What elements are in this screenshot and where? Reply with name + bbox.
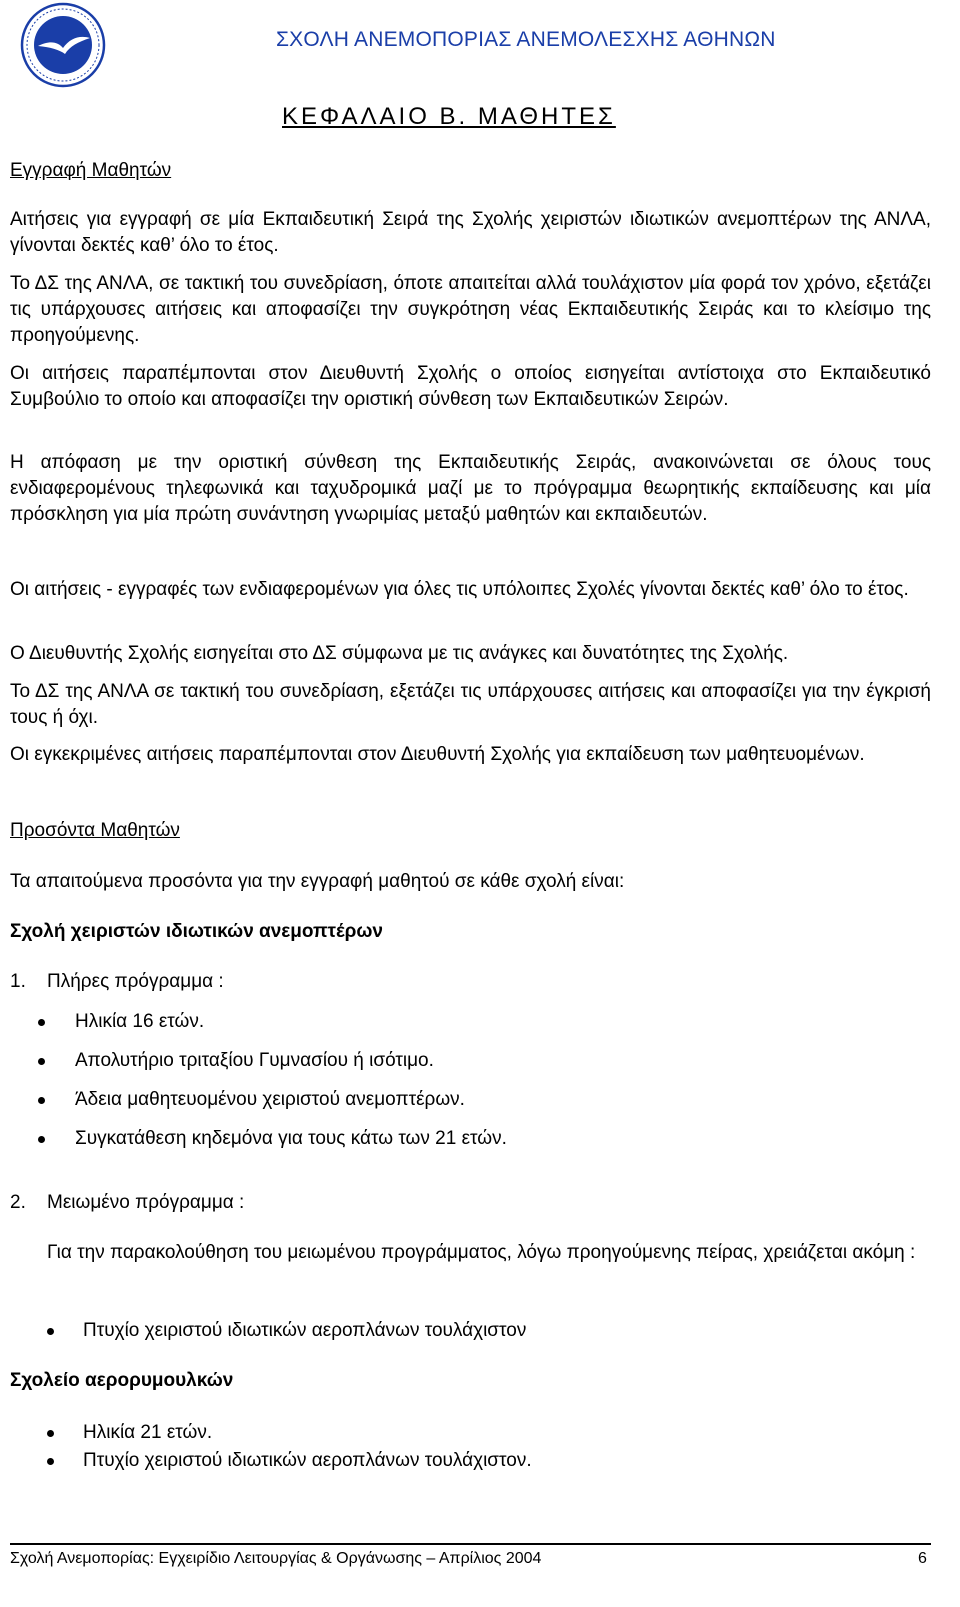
- bullet-icon: [38, 1058, 45, 1065]
- bullet-icon: [47, 1458, 54, 1465]
- list-item: Απολυτήριο τριταξίου Γυμνασίου ή ισότιμο.: [75, 1050, 434, 1071]
- bullet-icon: [47, 1328, 54, 1335]
- school-logo: [20, 2, 106, 88]
- bullet-icon: [38, 1097, 45, 1104]
- paragraph: Οι εγκεκριμένες αιτήσεις παραπέμπονται στον Διευθυντή Σχολής για εκπαίδευση των μαθητευομένων.: [10, 744, 865, 765]
- list-item: Πτυχίο χειριστού ιδιωτικών αεροπλάνων τουλάχιστον: [83, 1320, 527, 1341]
- list-item: Ηλικία 16 ετών.: [75, 1011, 205, 1032]
- reduced-program-text: Για την παρακολούθηση του μειωμένου προγράμματος, λόγω προηγούμενης πείρας, χρειάζεται ακόμη :: [47, 1242, 916, 1263]
- paragraph: Το ΔΣ της ΑΝΛΑ, σε τακτική του συνεδρίαση, όποτε απαιτείται αλλά τουλάχιστον μία φορά τον χρόνο, εξετάζει τις υπάρχουσες αιτήσεις και αποφασίζει την συγκρότηση νέας Εκπαιδευτικής Σειράς και το κλείσιμο της προηγούμενης.: [10, 273, 931, 346]
- paragraph: Αιτήσεις για εγγραφή σε μία Εκπαιδευτική Σειρά της Σχολής χειριστών ιδιωτικών ανεμοπτέρων της ΑΝΛΑ, γίνονται δεκτές καθ’ όλο το έτος.: [10, 209, 931, 256]
- chapter-title: ΚΕΦΑΛΑΙΟ Β. ΜΑΘΗΤΕΣ: [282, 103, 616, 130]
- subheading-tow-school: Σχολείο αερορυμουλκών: [10, 1370, 234, 1391]
- bullet-icon: [38, 1136, 45, 1143]
- bullet-icon: [38, 1019, 45, 1026]
- list-item: Άδεια μαθητευομένου χειριστού ανεμοπτέρων.: [75, 1089, 465, 1110]
- paragraph: Η απόφαση με την οριστική σύνθεση της Εκπαιδευτικής Σειράς, ανακοινώνεται σε όλους τους ενδιαφερομένους τηλεφωνικά και ταχυδρομικά μαζί με το πρόγραμμα θεωρητικής εκπαίδευσης και μία πρόσκληση για μία πρώτη συνάντηση γνωριμίας μεταξύ μαθητών και εκπαιδευτών.: [10, 452, 931, 525]
- paragraph: Οι αιτήσεις - εγγραφές των ενδιαφερομένων για όλες τις υπόλοιπες Σχολές γίνονται δεκτές καθ’ όλο το έτος.: [10, 579, 909, 600]
- school-name-header: ΣΧΟΛΗ ΑΝΕΜΟΠΟΡΙΑΣ ΑΝΕΜΟΛΕΣΧΗΣ ΑΘΗΝΩΝ: [276, 28, 776, 51]
- section-heading-enrollment: Εγγραφή Μαθητών: [10, 160, 172, 181]
- section-heading-qualifications: Προσόντα Μαθητών: [10, 820, 180, 841]
- bullet-icon: [47, 1430, 54, 1437]
- full-program-label: Πλήρες πρόγραμμα :: [47, 971, 224, 992]
- footer-rule: [10, 1543, 931, 1545]
- subheading-glider-school: Σχολή χειριστών ιδιωτικών ανεμοπτέρων: [10, 921, 383, 942]
- list-item: Συγκατάθεση κηδεμόνα για τους κάτω των 21 ετών.: [75, 1128, 507, 1149]
- reduced-program-label: Μειωμένο πρόγραμμα :: [47, 1192, 245, 1213]
- list-item: Ηλικία 21 ετών.: [83, 1422, 213, 1443]
- paragraph-intro: Τα απαιτούμενα προσόντα για την εγγραφή μαθητού σε κάθε σχολή είναι:: [10, 871, 625, 892]
- list-number: 1.: [10, 971, 26, 992]
- paragraph: Το ΔΣ της ΑΝΛΑ σε τακτική του συνεδρίαση, εξετάζει τις υπάρχουσες αιτήσεις και αποφασίζει για την έγκρισή τους ή όχι.: [10, 681, 931, 728]
- list-item: Πτυχίο χειριστού ιδιωτικών αεροπλάνων τουλάχιστον.: [83, 1450, 532, 1471]
- page-number: 6: [918, 1550, 927, 1567]
- list-number: 2.: [10, 1192, 26, 1213]
- footer-text: Σχολή Ανεμοπορίας: Εγχειρίδιο Λειτουργίας & Οργάνωσης – Απρίλιος 2004: [10, 1550, 542, 1567]
- paragraph: Οι αιτήσεις παραπέμπονται στον Διευθυντή Σχολής ο οποίος εισηγείται αντίστοιχα στο Εκπαιδευτικό Συμβούλιο το οποίο και αποφασίζει την οριστική σύνθεση των Εκπαιδευτικών Σειρών.: [10, 363, 931, 410]
- paragraph: Ο Διευθυντής Σχολής εισηγείται στο ΔΣ σύμφωνα με τις ανάγκες και δυνατότητες της Σχολής.: [10, 643, 789, 664]
